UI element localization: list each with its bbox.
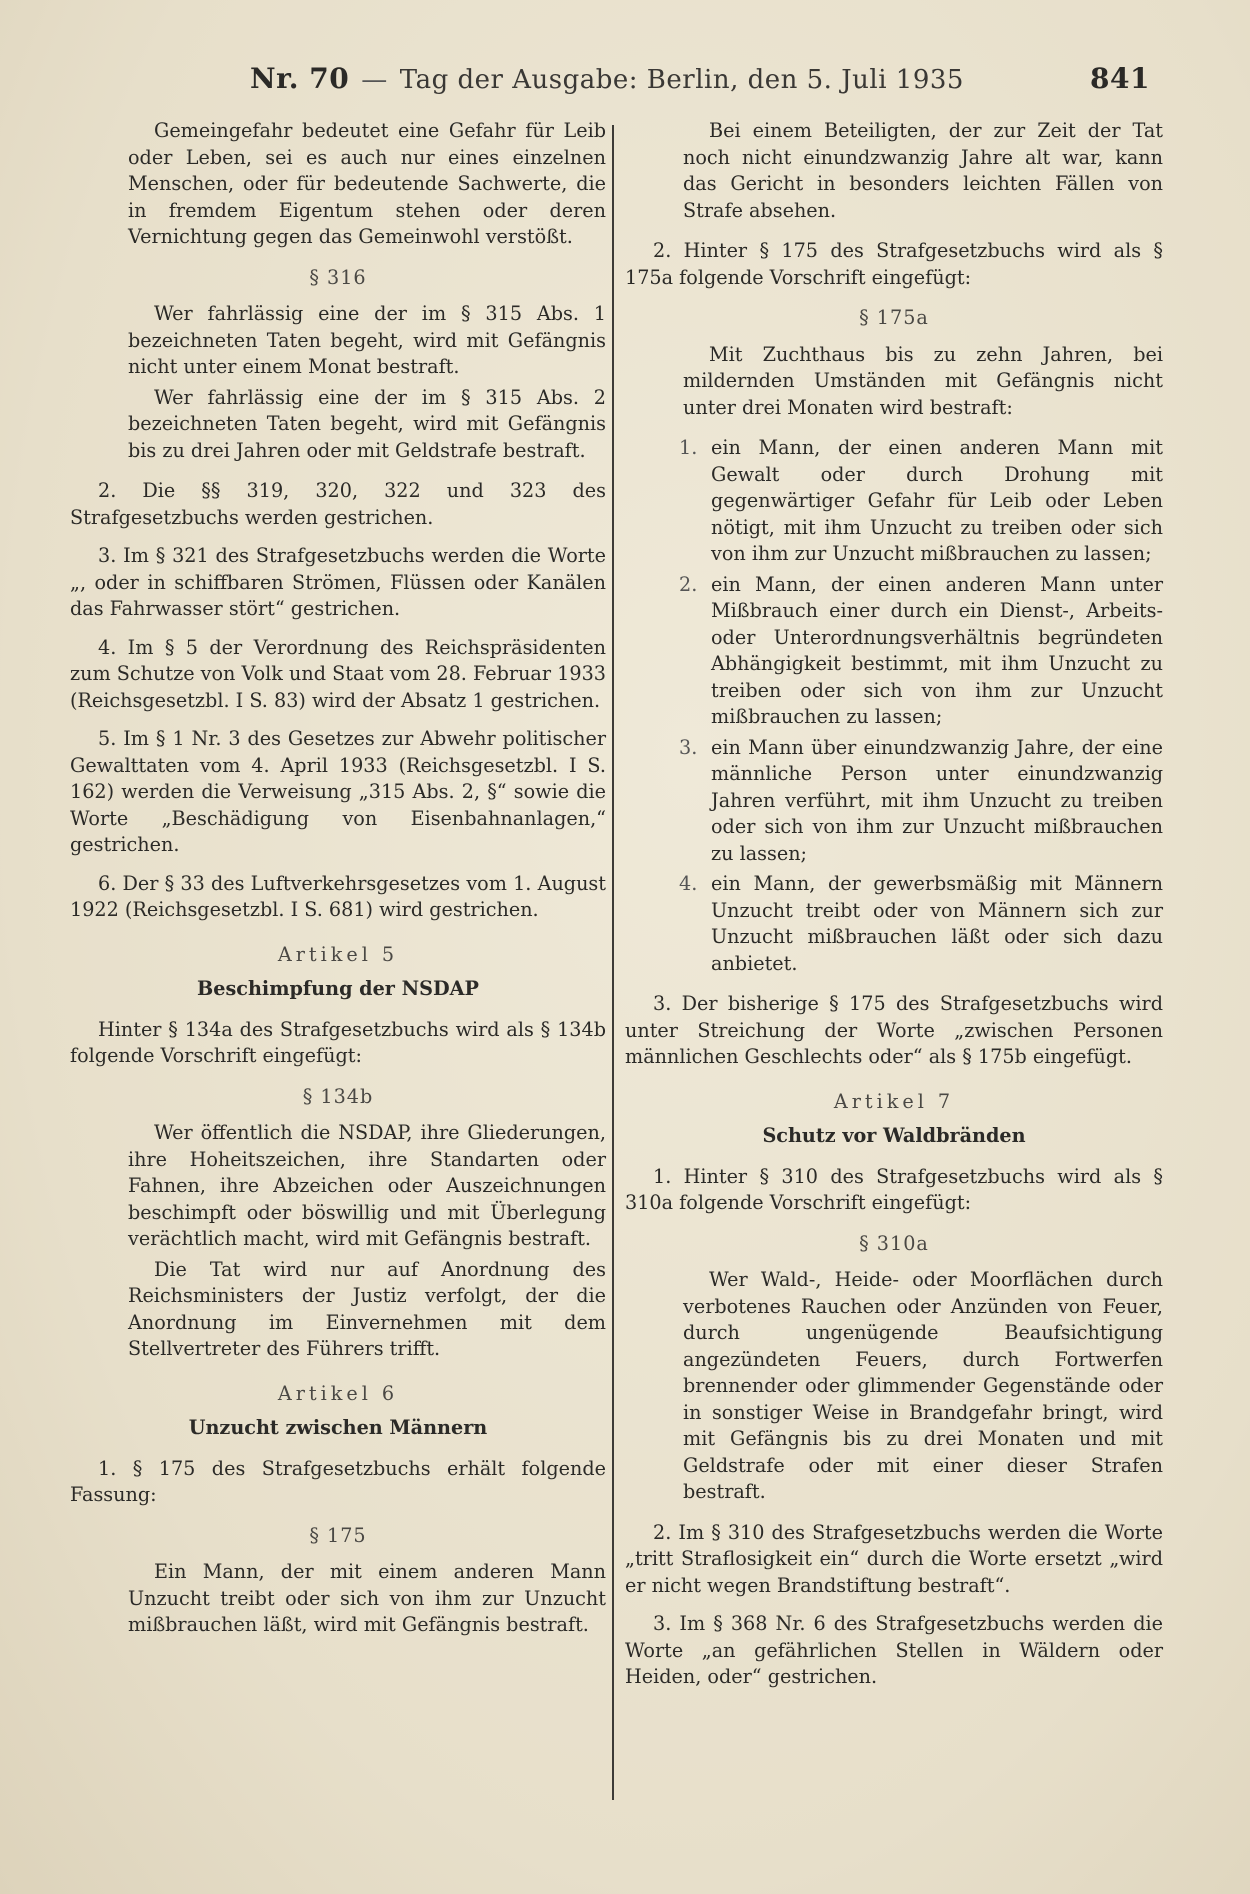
section-175-paragraph-1: Ein Mann, der mit einem anderen Mann Unzucht treibt oder sich von ihm zur Unzucht mißbrauchen läßt, wird mit Gefängnis bestraft. <box>128 1560 606 1636</box>
article-7-item-1: 1. Hinter § 310 des Strafgesetzbuchs wird als § 310a folgende Vorschrift eingefügt: <box>625 1164 1163 1214</box>
section-134b-paragraph-2: Die Tat wird nur auf Anordnung des Reichsministers der Justiz verfolgt, der die Anordnung im Einvernehmen mit dem Stellvertreter des Führers trifft. <box>128 1257 606 1360</box>
list-item-number: 1. <box>679 436 698 459</box>
article-7-title: Schutz vor Waldbränden <box>762 1124 1026 1147</box>
section-175-heading: § 175 <box>309 1523 367 1547</box>
issue-number: Nr. 70 <box>250 62 350 95</box>
column-divider <box>612 125 614 1800</box>
left-item-5: 5. Im § 1 Nr. 3 des Gesetzes zur Abwehr politischer Gewalttaten vom 4. April 1933 (Reichsgesetzbl. I S. 162) werden die Verweisung „315 Abs. 2, §“ sowie die Worte „Beschädigung von Eisenbahnanlagen,“ gestrichen. <box>70 727 606 856</box>
section-310a-heading: § 310a <box>859 1231 929 1255</box>
left-item-3: 3. Im § 321 des Strafgesetzbuchs werden die Worte „, oder in schiffbaren Strömen, Flüssen oder Kanälen das Fahrwasser stört“ gestrichen. <box>70 544 606 620</box>
section-175a-heading: § 175a <box>859 306 929 329</box>
list-item <box>625 435 1163 568</box>
section-134b-heading: § 134b <box>302 1084 374 1108</box>
section-316-heading: § 316 <box>309 265 367 289</box>
section-175a-intro: Mit Zuchthaus bis zu zehn Jahren, bei mildernden Umständen mit Gefängnis nicht unter drei Monaten wird bestraft: <box>683 342 1163 419</box>
section-134b-text <box>128 1120 606 1363</box>
section-175-paragraph-2: Bei einem Beteiligten, der zur Zeit der Tat noch nicht einundzwanzig Jahre alt war, kann das Gericht in besonders leichten Fällen von Strafe absehen. <box>683 119 1163 222</box>
article-7-label: Artikel 7 <box>833 1089 955 1113</box>
section-316-text <box>128 301 606 464</box>
article-7-item-3: 3. Im § 368 Nr. 6 des Strafgesetzbuchs werden die Worte „an gefährlichen Stellen in Wäldern oder Heiden, oder“ gestrichen. <box>625 1612 1163 1688</box>
left-column <box>70 118 606 1643</box>
definition-block <box>128 118 606 251</box>
article-6-title: Unzucht zwischen Männern <box>188 1416 488 1439</box>
right-column <box>625 118 1163 1703</box>
section-175a-text <box>683 342 1163 422</box>
article-6-item-2: 2. Hinter § 175 des Strafgesetzbuchs wird als § 175a folgende Vorschrift eingefügt: <box>625 239 1163 289</box>
list-item-text: ein Mann über einundzwanzig Jahre, der eine männliche Person unter einundzwanzig Jahren verführt, mit ihm Unzucht zu treiben oder sich von ihm zur Unzucht mißbrauchen zu lassen; <box>711 735 1163 865</box>
list-item-text: ein Mann, der gewerbsmäßig mit Männern Unzucht treibt oder von Männern sich zur Unzucht mißbrauchen läßt oder sich dazu anbietet. <box>711 872 1163 975</box>
list-item-number: 2. <box>679 572 698 596</box>
section-134b-paragraph-1: Wer öffentlich die NSDAP, ihre Gliederungen, ihre Hoheitszeichen, ihre Standarten oder Fahnen, ihre Abzeichen oder Auszeichnungen beschimpft oder böswillig und mit Überlegung verächtlich macht, wird mit Gefängnis bestraft. <box>128 1121 606 1250</box>
list-item <box>625 735 1163 868</box>
header-dash: — <box>361 65 388 95</box>
issue-dateline: Tag der Ausgabe: Berlin, den 5. Juli 1935 <box>399 65 964 95</box>
list-item-number: 4. <box>679 872 698 895</box>
section-175-continuation <box>683 118 1163 224</box>
article-7-item-2: 2. Im § 310 des Strafgesetzbuchs werden die Worte „tritt Straflosigkeit ein“ durch die Worte ersetzt „wird er nicht wegen Brandstiftung bestraft“. <box>625 1520 1163 1597</box>
article-6-item-3: 3. Der bisherige § 175 des Strafgesetzbuchs wird unter Streichung der Worte „zwischen Personen männlichen Geschlechts oder“ als § 175b eingefügt. <box>625 992 1163 1068</box>
article-5-title: Beschimpfung der NSDAP <box>197 977 479 1000</box>
page-number: 841 <box>1090 62 1150 95</box>
section-316-paragraph-1: Wer fahrlässig eine der im § 315 Abs. 1 bezeichneten Taten begeht, wird mit Gefängnis nicht unter einem Monat bestraft. <box>128 302 606 378</box>
section-175-text <box>128 1559 606 1639</box>
list-item <box>625 871 1163 977</box>
article-6-item-1: 1. § 175 des Strafgesetzbuchs erhält folgende Fassung: <box>70 1456 606 1506</box>
left-item-2: 2. Die §§ 319, 320, 322 und 323 des Strafgesetzbuchs werden gestrichen. <box>70 479 606 529</box>
section-310a-text <box>683 1267 1163 1506</box>
article-5-label: Artikel 5 <box>277 942 399 966</box>
list-item <box>625 572 1163 731</box>
gemeingefahr-definition: Gemeingefahr bedeutet eine Gefahr für Leib oder Leben, sei es auch nur eines einzelnen Menschen, oder für bedeutende Sachwerte, die in fremdem Eigentum stehen oder deren Vernichtung gegen das Gemeinwohl verstößt. <box>128 119 606 248</box>
list-item-number: 3. <box>679 735 698 759</box>
list-item-text: ein Mann, der einen anderen Mann mit Gewalt oder durch Drohung mit gegenwärtiger Gefahr für Leib oder Leben nötigt, mit ihm Unzucht zu treiben oder sich von ihm zur Unzucht mißbrauchen zu lassen; <box>711 436 1163 565</box>
section-316-paragraph-2: Wer fahrlässig eine der im § 315 Abs. 2 bezeichneten Taten begeht, wird mit Gefängnis bis zu drei Jahren oder mit Geldstrafe bestraft. <box>128 385 606 462</box>
left-item-4: 4. Im § 5 der Verordnung des Reichspräsidenten zum Schutze von Volk und Staat vom 28. Februar 1933 (Reichsgesetzbl. I S. 83) wird der Absatz 1 gestrichen. <box>70 635 606 712</box>
article-6-label: Artikel 6 <box>277 1381 399 1405</box>
article-5-intro: Hinter § 134a des Strafgesetzbuchs wird als § 134b folgende Vorschrift eingefügt: <box>70 1017 606 1067</box>
page-header <box>250 62 1150 106</box>
left-item-6: 6. Der § 33 des Luftverkehrsgesetzes vom 1. August 1922 (Reichsgesetzbl. I S. 681) wird gestrichen. <box>70 871 606 921</box>
list-item-text: ein Mann, der einen anderen Mann unter Mißbrauch einer durch ein Dienst-, Arbeits- oder Unterordnungsverhältnis begründeten Abhängigkeit bestimmt, mit ihm Unzucht zu treiben oder sich von ihm zur Unzucht mißbrauchen zu lassen; <box>711 572 1163 728</box>
section-310a-paragraph-1: Wer Wald-, Heide- oder Moorflächen durch verbotenes Rauchen oder Anzünden von Feuer, durch ungenügende Beaufsichtigung angezündeten Feuers, durch Fortwerfen brennender oder glimmender Gegenstände oder in sonstiger Weise in Brandgefahr bringt, wird mit Gefängnis bis zu drei Monaten und mit Geldstrafe oder mit einer dieser Strafen bestraft. <box>683 1268 1163 1503</box>
